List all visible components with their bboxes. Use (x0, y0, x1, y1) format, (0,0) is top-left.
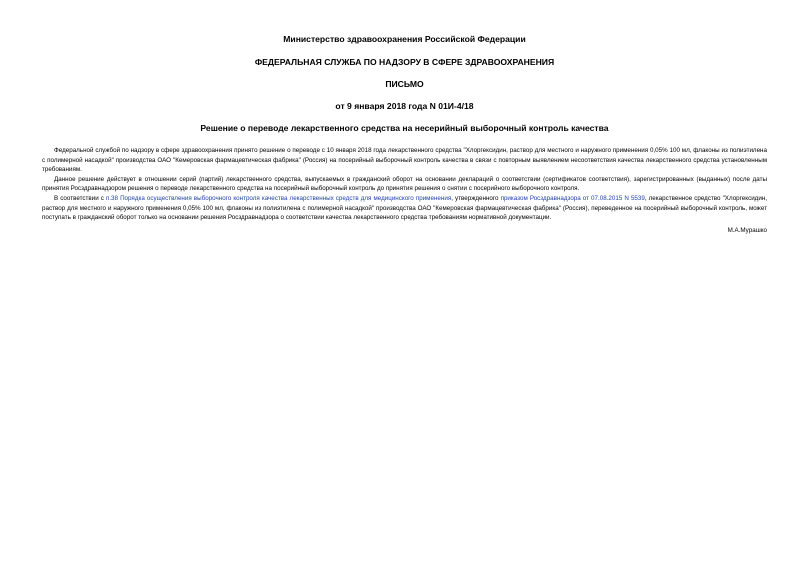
document-body (42, 146, 767, 223)
document-type: ПИСЬМО (385, 79, 424, 89)
paragraph-3-text-b: , утвержденного (451, 194, 501, 202)
document-subject: Решение о переводе лекарственного средства на несерийный выборочный контроль качества (200, 123, 609, 133)
paragraph-3-text-c: , лекарственное средство "Хлоргексидин, раствор для местного и наружного применения 0,05% 100 мл, флаконы из полиэтилена с полимерной насадкой" производства ОАО "Кемеровская фармацевтическая фабрика" (Россия), переведенное на посерийный выборочный контроль, может поступать в гражданский оборот только на основании решения Росздравнадзора о соответствии качества лекарственного средства требованиям нормативной документации. (42, 194, 768, 222)
body-paragraph-2: Данное решение действует в отношении серий (партий) лекарственного средства, выпускаемых в гражданский оборот на основании деклараций о соответствии (сертификатов соответствия), зарегистрированных (выданных) после даты принятия Росздравнадзором решения о переводе лекарственного средства на посерийный выборочный контроль до принятия решения о снятии с посерийного выборочного контроля. (42, 175, 767, 193)
procedure-link[interactable]: п.38 Порядка осуществления выборочного контроля качества лекарственных средств для медицинского применения (105, 194, 452, 202)
document-date-number: от 9 января 2018 года N 01И-4/18 (335, 101, 474, 111)
ministry-name: Министерство здравоохранения Российской Федерации (283, 34, 526, 44)
body-paragraph-1: Федеральной службой по надзору в сфере здравоохранения принято решение о переводе с 10 января 2018 года лекарственного средства "Хлоргексидин, раствор для местного и наружного применения 0,05% 100 мл, флаконы из полиэтилена с полимерной насадкой" производства ОАО "Кемеровская фармацевтическая фабрика" (Россия) на посерийный выборочный контроль качества в связи с повторным выявлением несоответствия качества лекарственного средства установленным требованиям. (42, 147, 767, 174)
signature: М.А.Мурашко (727, 226, 767, 234)
body-paragraph-3 (42, 194, 767, 223)
paragraph-3-text-a: В соответствии с (54, 194, 106, 202)
order-link[interactable]: приказом Росздравнадзора от 07.08.2015 N 5539 (500, 194, 645, 202)
service-name: ФЕДЕРАЛЬНАЯ СЛУЖБА ПО НАДЗОРУ В СФЕРЕ ЗДРАВООХРАНЕНИЯ (254, 57, 555, 67)
